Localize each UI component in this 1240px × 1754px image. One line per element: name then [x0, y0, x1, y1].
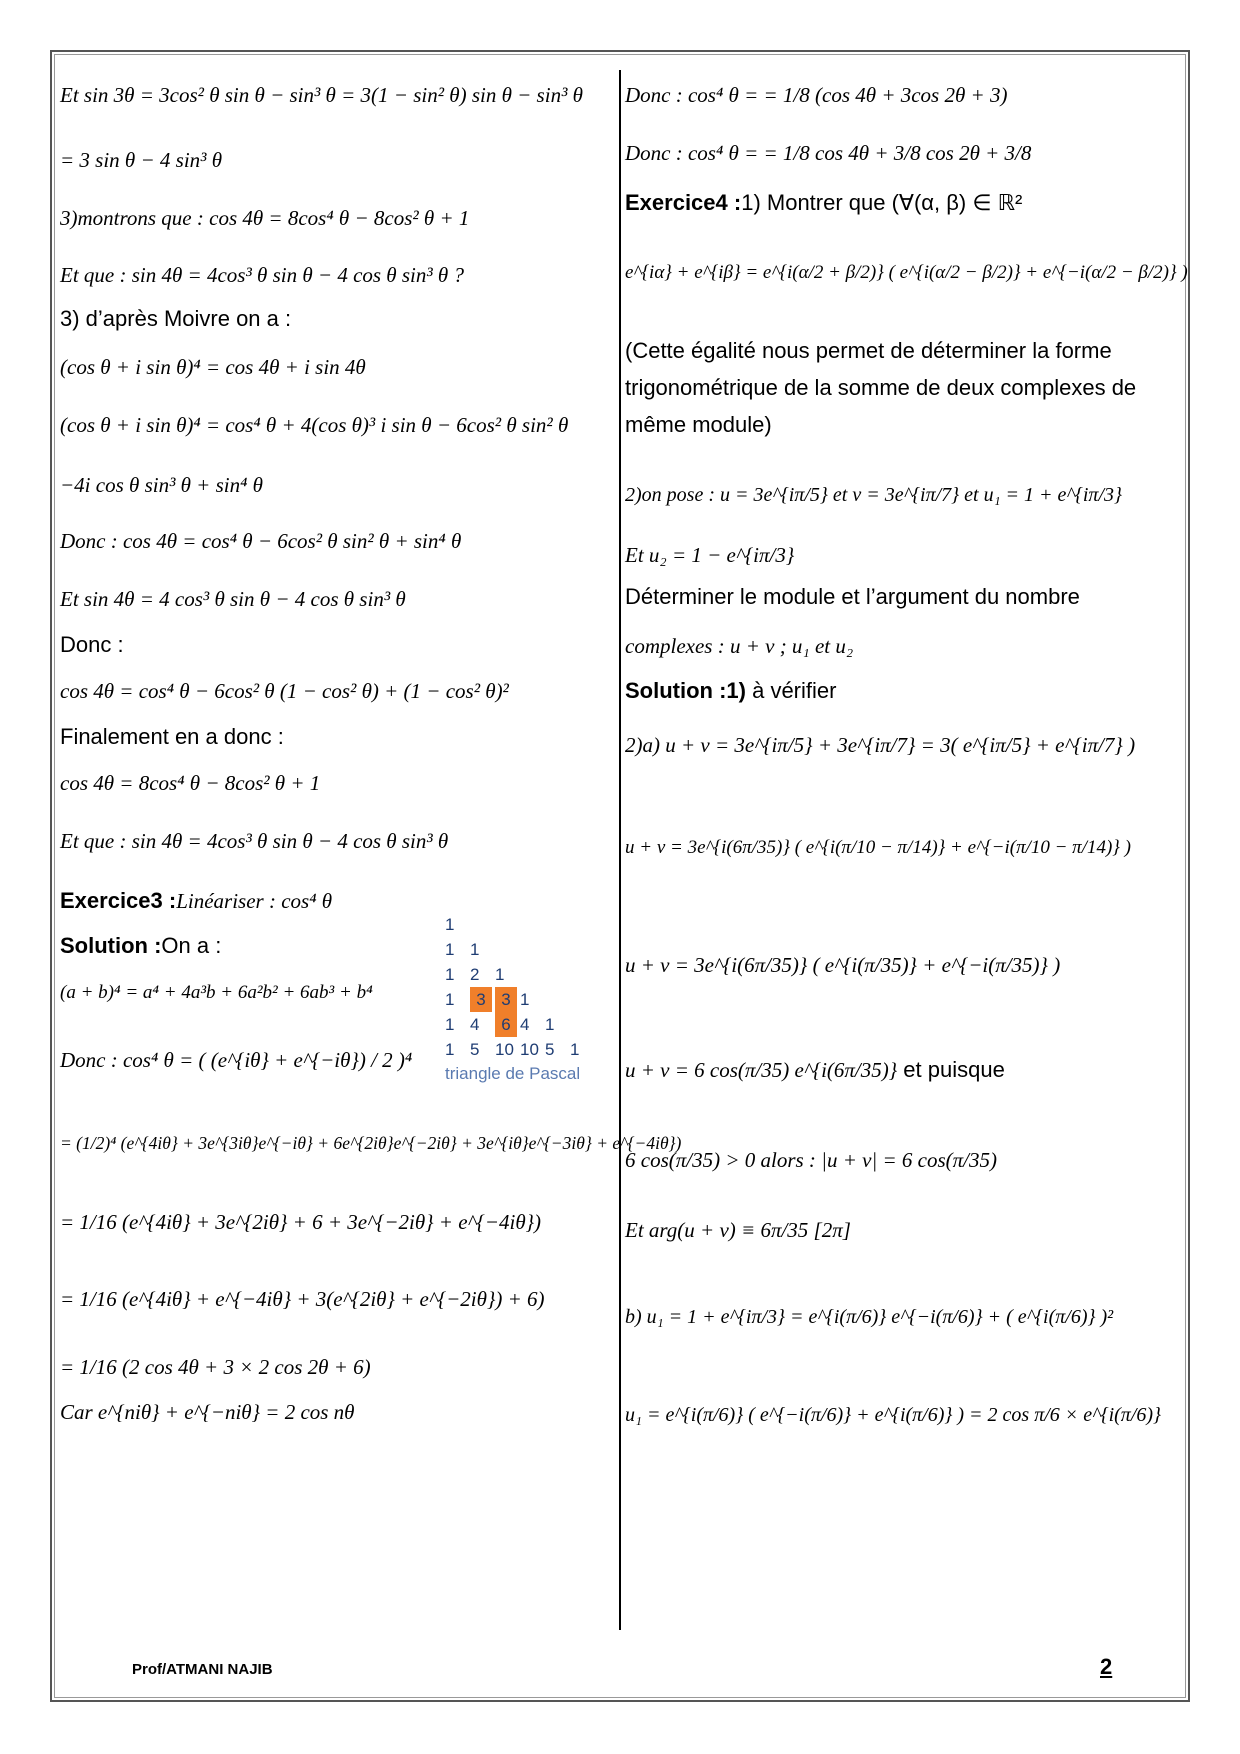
u1-step2: u₁ = e^{i(π/6)} ( e^{−i(π/6)} + e^{i(π/6)} ) = 2 cos π/6 × e^{i(π/6)}: [625, 1404, 1162, 1426]
exercise4-title: Exercice4 :: [625, 190, 742, 215]
sin4theta-imag-part: Et sin 4θ = 4 cos³ θ sin θ − 4 cos θ sin³ θ: [60, 587, 406, 611]
pascal-cell: 10: [495, 1040, 514, 1059]
solution3-heading: [60, 931, 221, 961]
pascal-cell: 1: [470, 940, 480, 959]
u-plus-v-step4: [625, 1055, 1005, 1085]
finally-label: Finalement en a donc :: [60, 724, 284, 749]
pascal-cell: 3: [495, 987, 517, 1012]
u-plus-v-trig-form: u + v = 6 cos(π/35) e^{i(6π/35)}: [625, 1058, 898, 1082]
half-angle-identity: e^{iα} + e^{iβ} = e^{i(α/2 + β/2)} ( e^{i(α/2 − β/2)} + e^{−i(α/2 − β/2)} ): [625, 262, 1188, 283]
solution3-title: Solution :: [60, 933, 162, 958]
exercise4-heading: [625, 188, 1022, 218]
linearisation-result-2: Donc : cos⁴ θ = = 1/8 cos 4θ + 3/8 cos 2θ + 3/8: [625, 141, 1032, 165]
pascal-cell: 2: [470, 965, 480, 984]
solution3-intro: On a :: [161, 933, 222, 958]
expansion-step3: = 1/16 (e^{4iθ} + e^{−4iθ} + 3(e^{2iθ} + e^{−2iθ}) + 6): [60, 1287, 545, 1311]
u-plus-v-step2: u + v = 3e^{i(6π/35)} ( e^{i(π/10 − π/14)} + e^{−i(π/10 − π/14)} ): [625, 837, 1131, 858]
pascal-cell: 1: [445, 990, 455, 1009]
pascal-row: [445, 962, 615, 987]
linearisation-result-1: Donc : cos⁴ θ = = 1/8 (cos 4θ + 3cos 2θ + 3): [625, 83, 1008, 107]
pascal-row: [445, 987, 615, 1012]
pascal-cell: 5: [545, 1040, 555, 1059]
pascal-cell: 1: [445, 915, 455, 934]
cos4theta-final: cos 4θ = 8cos⁴ θ − 8cos² θ + 1: [60, 771, 321, 795]
pascal-cell: 4: [470, 1015, 480, 1034]
definition-u2: Et u₂ = 1 − e^{iπ/3}: [625, 543, 795, 567]
column-divider: [619, 70, 621, 1630]
pascal-cell: 5: [470, 1040, 480, 1059]
pascal-row: [445, 1012, 615, 1037]
pascal-row: [445, 1037, 615, 1062]
u-plus-v-step3: u + v = 3e^{i(6π/35)} ( e^{i(π/35)} + e^{−i(π/35)} ): [625, 953, 1061, 977]
exercise3-title: Exercice3 :: [60, 888, 177, 913]
pascal-cell: 1: [520, 990, 530, 1009]
u-plus-v-tail: et puisque: [903, 1057, 1005, 1082]
moivre-formula: (cos θ + i sin θ)⁴ = cos 4θ + i sin 4θ: [60, 355, 366, 379]
pascal-cell: 1: [545, 1015, 555, 1034]
u1-step1: b) u₁ = 1 + e^{iπ/3} = e^{i(π/6)} e^{−i(π/6)} + ( e^{i(π/6)} )²: [625, 1306, 1114, 1328]
exercise4-statement: 1) Montrer que (∀(α, β) ∈ ℝ²: [741, 190, 1023, 215]
sin4theta-final: Et que : sin 4θ = 4cos³ θ sin θ − 4 cos θ sin³ θ: [60, 829, 449, 853]
pascal-rows: [445, 912, 615, 1062]
pascal-cell: 3: [470, 987, 492, 1012]
cos4theta-substitution: cos 4θ = cos⁴ θ − 6cos² θ (1 − cos² θ) + (1 − cos² θ)²: [60, 679, 509, 703]
solution4-intro: à vérifier: [745, 678, 837, 703]
cos4theta-real-part: Donc : cos 4θ = cos⁴ θ − 6cos² θ sin² θ + sin⁴ θ: [60, 529, 462, 553]
task-statement-cont: complexes : u + v ; u₁ et u₂: [625, 634, 854, 658]
cos4-exponential: Donc : cos⁴ θ = ( (e^{iθ} + e^{−iθ}) / 2 )⁴: [60, 1048, 413, 1072]
task-statement: Déterminer le module et l’argument du nombre: [625, 584, 1080, 609]
solution4-heading: [625, 676, 836, 706]
identity-remark: (Cette égalité nous permet de déterminer la forme trigonométrique de la somme de deux complexes de même module): [625, 338, 1137, 437]
pascal-cell: 1: [445, 940, 455, 959]
expansion-step2: = 1/16 (e^{4iθ} + 3e^{2iθ} + 6 + 3e^{−2iθ} + e^{−4iθ}): [60, 1210, 542, 1234]
pascal-label: triangle de Pascal: [445, 1064, 581, 1083]
pascal-triangle: [445, 912, 615, 1084]
binomial-expansion: (cos θ + i sin θ)⁴ = cos⁴ θ + 4(cos θ)³ i sin θ − 6cos² θ sin² θ: [60, 413, 569, 437]
binomial-expansion-cont: −4i cos θ sin³ θ + sin⁴ θ: [60, 473, 263, 497]
expansion-step1: = (1/2)⁴ (e^{4iθ} + 3e^{3iθ}e^{−iθ} + 6e^{2iθ}e^{−2iθ} + 3e^{iθ}e^{−3iθ} + e^{−4iθ}): [60, 1133, 682, 1153]
sin4theta-claim: Et que : sin 4θ = 4cos³ θ sin θ − 4 cos θ sin³ θ ?: [60, 263, 464, 287]
pascal-row: [445, 937, 615, 962]
pascal-cell: 6: [495, 1012, 517, 1037]
exercise3-statement: Linéariser : cos⁴ θ: [176, 889, 333, 913]
cos4theta-claim: 3)montrons que : cos 4θ = 8cos⁴ θ − 8cos² θ + 1: [60, 206, 470, 230]
page-number: 2: [1100, 1654, 1113, 1679]
definitions-u-v-u1: 2)on pose : u = 3e^{iπ/5} et v = 3e^{iπ/7} et u₁ = 1 + e^{iπ/3}: [625, 484, 1122, 506]
pascal-cell: 1: [445, 965, 455, 984]
footer-author: Prof/ATMANI NAJIB: [132, 1661, 273, 1678]
exercise3-heading: [60, 886, 332, 916]
argument-u-plus-v: Et arg(u + v) ≡ 6π/35 [2π]: [625, 1218, 851, 1242]
expansion-step4: = 1/16 (2 cos 4θ + 3 × 2 cos 2θ + 6): [60, 1355, 371, 1379]
pascal-cell: 1: [495, 965, 505, 984]
pascal-cell: 1: [445, 1015, 455, 1034]
euler-reminder: Car e^{niθ} + e^{−niθ} = 2 cos nθ: [60, 1400, 355, 1424]
pascal-cell: 10: [520, 1040, 539, 1059]
pascal-cell: 1: [445, 1040, 455, 1059]
u-plus-v-step1: 2)a) u + v = 3e^{iπ/5} + 3e^{iπ/7} = 3( e^{iπ/5} + e^{iπ/7} ): [625, 733, 1136, 757]
donc-label: Donc :: [60, 632, 124, 657]
sin3theta-result: = 3 sin θ − 4 sin³ θ: [60, 148, 223, 172]
sin3theta-line: Et sin 3θ = 3cos² θ sin θ − sin³ θ = 3(1 − sin² θ) sin θ − sin³ θ: [60, 83, 583, 107]
modulus-u-plus-v: 6 cos(π/35) > 0 alors : |u + v| = 6 cos(π/35): [625, 1148, 997, 1172]
pascal-row: [445, 912, 615, 937]
pascal-cell: 1: [570, 1040, 580, 1059]
solution4-title: Solution :1): [625, 678, 746, 703]
pascal-cell: 4: [520, 1015, 530, 1034]
moivre-intro: 3) d’après Moivre on a :: [60, 306, 292, 331]
binomial-formula: (a + b)⁴ = a⁴ + 4a³b + 6a²b² + 6ab³ + b⁴: [60, 982, 373, 1003]
